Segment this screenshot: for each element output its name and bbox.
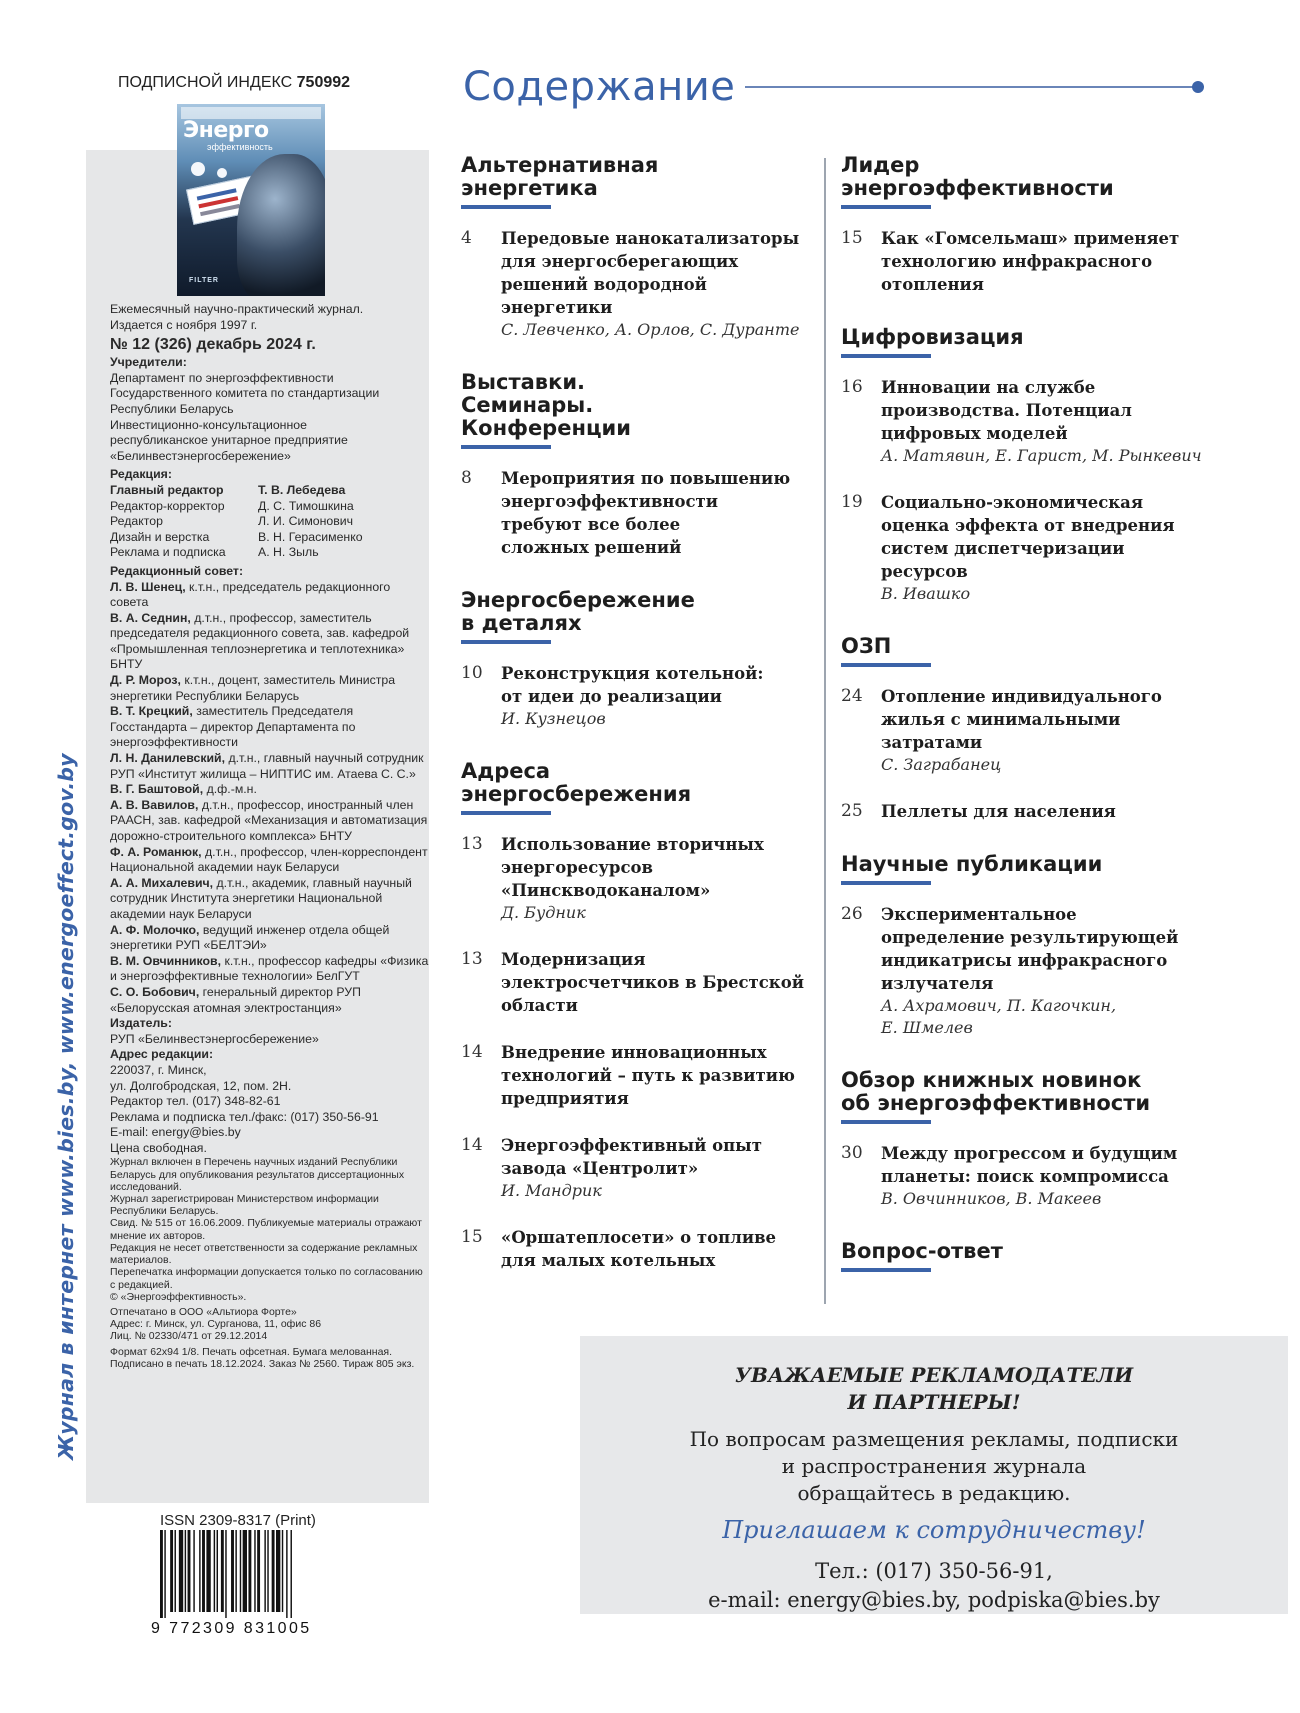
entry-body bbox=[501, 1041, 806, 1110]
toc-entry[interactable] bbox=[461, 1134, 806, 1202]
editorial-heading: Редакция: bbox=[110, 467, 172, 482]
intro-line-1: Ежемесячный научно-практический журнал. bbox=[110, 302, 364, 316]
barcode-digits: 9 772309 831005 bbox=[151, 1620, 312, 1637]
council-member-title: д.т.н., профессор, заместитель председателя редакционного совета, зав. кафедрой «Промышленная теплоэнергетика и теплотехника» БНТУ bbox=[110, 610, 410, 672]
page-number: 4 bbox=[461, 228, 472, 248]
article-authors: И. Кузнецов bbox=[501, 709, 606, 728]
staff-role: Редактор-корректор bbox=[110, 498, 225, 513]
page-number: 30 bbox=[841, 1143, 863, 1163]
entry-body bbox=[501, 948, 806, 1017]
founders-line-5: республиканское унитарное предприятие bbox=[110, 433, 348, 448]
article-authors: С. Левченко, А. Орлов, С. Дуранте bbox=[501, 320, 800, 339]
council-member-name: С. О. Бобович, bbox=[110, 984, 200, 999]
page-number: 26 bbox=[841, 904, 863, 924]
address-line: ул. Долгобродская, 12, пом. 2Н. bbox=[110, 1078, 292, 1093]
section-underline bbox=[461, 445, 551, 449]
article-title: Инновации на службе производства. Потенциал цифровых моделей bbox=[881, 378, 1132, 443]
toc-section bbox=[841, 853, 1211, 1039]
toc-left-column bbox=[461, 154, 806, 1302]
editor-phone: Редактор тел. (017) 348-82-61 bbox=[110, 1094, 281, 1109]
print-info: Лиц. № 02330/471 от 29.12.2014 bbox=[110, 1330, 268, 1343]
council-member-name: В. Т. Крецкий, bbox=[110, 704, 193, 719]
ad-heading: УВАЖАЕМЫЕ РЕКЛАМОДАТЕЛИ И ПАРТНЕРЫ! bbox=[734, 1363, 1134, 1414]
vertical-website-banner: Журнал в интернет www.bies.by, www.energoeffect.gov.by bbox=[54, 753, 78, 1460]
entry-body bbox=[881, 376, 1211, 467]
council-member bbox=[110, 798, 430, 845]
issn-label: ISSN 2309-8317 (Print) bbox=[160, 1512, 316, 1529]
founders-line-4: Инвестиционно-консультационное bbox=[110, 417, 307, 432]
council-member-name: А. Ф. Молочко, bbox=[110, 922, 200, 937]
article-authors: В. Овчинников, В. Макеев bbox=[881, 1189, 1102, 1208]
council-member-name: А. А. Михалевич, bbox=[110, 875, 214, 890]
toc-entry[interactable] bbox=[461, 833, 806, 924]
council-list bbox=[110, 580, 430, 1017]
council-member bbox=[110, 751, 430, 782]
note: Журнал зарегистрирован Министерством информации Республики Беларусь. bbox=[110, 1193, 379, 1218]
address-line: 220037, г. Минск, bbox=[110, 1062, 207, 1077]
publisher-heading: Издатель: bbox=[110, 1016, 172, 1031]
council-member-title: заместитель Председателя Госстандарта – директор Департамента по энергоэффективности bbox=[110, 704, 356, 750]
entry-body bbox=[501, 1134, 806, 1202]
staff-name: А. Н. Зыль bbox=[258, 545, 319, 560]
toc-section bbox=[841, 635, 1211, 823]
cover-subtitle: эффективность bbox=[207, 142, 273, 152]
toc-section bbox=[461, 371, 806, 559]
staff-name: Д. С. Тимошкина bbox=[258, 498, 354, 513]
toc-entry[interactable] bbox=[461, 467, 806, 559]
subscription-index bbox=[118, 74, 350, 92]
article-title: Использование вторичных энергоресурсов «Пинскводоканалом» bbox=[501, 835, 764, 900]
founders-line-6: «Белинвестэнергосбережение» bbox=[110, 448, 291, 463]
page-number: 15 bbox=[461, 1227, 483, 1247]
founders-line-2: Государственного комитета по стандартизации bbox=[110, 386, 380, 401]
toc-section bbox=[461, 154, 806, 341]
toc-section bbox=[461, 760, 806, 1272]
article-title: Экспериментальное определение результирующей индикатрисы инфракрасного излучателя bbox=[881, 905, 1179, 993]
toc-right-column bbox=[841, 154, 1211, 1302]
note: Редакция не несет ответственности за содержание рекламных материалов. bbox=[110, 1241, 418, 1267]
council-member bbox=[110, 704, 430, 751]
section-title: Альтернативная энергетика bbox=[461, 153, 659, 200]
section-underline bbox=[461, 811, 551, 815]
page-number: 14 bbox=[461, 1135, 483, 1155]
staff-name: В. Н. Герасименко bbox=[258, 529, 363, 544]
article-title: Энергоэффективный опыт завода «Центролит» bbox=[501, 1136, 762, 1178]
council-member-title: к.т.н., профессор кафедры «Физика и энергоэффективные технологии» БелГУТ bbox=[110, 953, 429, 984]
title-rule bbox=[745, 86, 1197, 88]
council-member bbox=[110, 580, 430, 611]
founders-line-3: Республики Беларусь bbox=[110, 401, 234, 416]
subscription-number: 750992 bbox=[296, 74, 351, 91]
print-format: Формат 62х94 1/8. Печать офсетная. Бумага мелованная. bbox=[110, 1345, 393, 1358]
council-member-title: д.т.н., профессор, член-корреспондент Национальной академии наук Беларуси bbox=[110, 844, 428, 875]
article-authors: И. Мандрик bbox=[501, 1181, 602, 1200]
toc-entry[interactable] bbox=[841, 1142, 1211, 1210]
print-info: Отпечатано в ООО «Альтиора Форте» bbox=[110, 1305, 297, 1318]
founders-line-1: Департамент по энергоэффективности bbox=[110, 370, 334, 385]
article-authors: В. Ивашко bbox=[881, 584, 971, 603]
subscription-label: ПОДПИСНОЙ ИНДЕКС bbox=[118, 74, 293, 91]
entry-body bbox=[881, 491, 1211, 605]
council-member-title: ведущий инженер отдела общей энергетики РУП «БЕЛТЭИ» bbox=[110, 922, 390, 953]
entry-body bbox=[881, 227, 1211, 296]
note: Свид. № 515 от 16.06.2009. Публикуемые материалы отражают мнение их авторов. bbox=[110, 1217, 422, 1242]
publisher-name: РУП «Белинвестэнергосбережение» bbox=[110, 1031, 319, 1046]
section-underline bbox=[461, 205, 551, 209]
entry-body bbox=[501, 467, 806, 559]
section-title: Обзор книжных новинок об энергоэффективности bbox=[841, 1068, 1151, 1115]
article-title: Как «Гомсельмаш» применяет технологию инфракрасного отопления bbox=[881, 229, 1180, 294]
section-title: Цифровизация bbox=[841, 325, 1024, 349]
entry-body bbox=[881, 903, 1211, 1039]
council-heading: Редакционный совет: bbox=[110, 563, 244, 578]
toc-entry[interactable] bbox=[841, 685, 1211, 776]
council-member-title: д.т.н., профессор, иностранный член РААСН, зав. кафедрой «Механизация и автоматизация дорожно-строительного комплекса» БНТУ bbox=[110, 797, 428, 843]
ads-phone: Реклама и подписка тел./факс: (017) 350-56-91 bbox=[110, 1109, 379, 1124]
council-member-name: В. Г. Баштовой, bbox=[110, 782, 204, 797]
founders-heading: Учредители: bbox=[110, 355, 187, 370]
page-title: Содержание bbox=[463, 64, 736, 110]
head-silhouette-icon bbox=[237, 154, 325, 296]
article-title: «Оршатеплосети» о топливе для малых котельных bbox=[501, 1228, 777, 1270]
section-title: Лидер энергоэффективности bbox=[841, 153, 1114, 200]
toc-entry[interactable] bbox=[841, 376, 1211, 467]
cover-title: Энерго bbox=[183, 118, 269, 143]
article-title: Внедрение инновационных технологий – путь к развитию предприятия bbox=[501, 1043, 795, 1108]
section-underline bbox=[841, 1268, 931, 1272]
article-title: Мероприятия по повышению энергоэффективности требуют все более сложных решений bbox=[501, 469, 791, 557]
entry-body bbox=[501, 833, 806, 924]
toc-entry[interactable] bbox=[841, 903, 1211, 1039]
article-authors: А. Матявин, Е. Гарист, М. Рынкевич bbox=[881, 446, 1202, 465]
staff-list bbox=[110, 483, 430, 561]
council-member-name: Ф. А. Романюк, bbox=[110, 844, 202, 859]
toc-section bbox=[841, 1069, 1211, 1210]
toc-section bbox=[461, 589, 806, 730]
title-dot-icon bbox=[1192, 81, 1204, 93]
email: E-mail: energy@bies.by bbox=[110, 1125, 241, 1140]
barcode-icon bbox=[158, 1530, 334, 1618]
council-member-title: к.т.н., доцент, заместитель Министра энергетики Республики Беларусь bbox=[110, 673, 396, 703]
section-title: Вопрос-ответ bbox=[841, 1239, 1003, 1263]
council-member bbox=[110, 954, 430, 985]
article-authors: С. Заграбанец bbox=[881, 755, 1002, 774]
staff-name: Т. В. Лебедева bbox=[258, 482, 346, 497]
section-title: ОЗП bbox=[841, 634, 892, 658]
print-info: Адрес: г. Минск, ул. Сурганова, 11, офис 86 bbox=[110, 1318, 322, 1331]
note: Перепечатка информации допускается только по согласованию с редакцией. bbox=[110, 1266, 423, 1291]
ad-contacts: Тел.: (017) 350-56-91, e-mail: energy@bies.by, podpiska@bies.by bbox=[708, 1559, 1160, 1612]
toc-entry[interactable] bbox=[461, 1226, 806, 1272]
page-number: 13 bbox=[461, 834, 483, 854]
staff-role: Дизайн и верстка bbox=[110, 529, 210, 544]
toc-section bbox=[841, 326, 1211, 605]
article-title: Реконструкция котельной: от идеи до реализации bbox=[501, 664, 764, 706]
page-number: 13 bbox=[461, 949, 483, 969]
advertising-box bbox=[580, 1336, 1288, 1614]
page-number: 10 bbox=[461, 663, 483, 683]
toc-section bbox=[841, 1240, 1211, 1272]
page-number: 14 bbox=[461, 1042, 483, 1062]
article-title: Отопление индивидуального жилья с минимальными затратами bbox=[881, 687, 1162, 752]
article-title: Социально-экономическая оценка эффекта от внедрения систем диспетчеризации ресурсов bbox=[881, 493, 1175, 581]
council-member bbox=[110, 673, 430, 704]
toc-section bbox=[841, 154, 1211, 296]
staff-role: Реклама и подписка bbox=[110, 545, 226, 560]
staff-role: Редактор bbox=[110, 514, 163, 529]
section-underline bbox=[841, 663, 931, 667]
entry-body bbox=[501, 662, 806, 730]
section-title: Научные публикации bbox=[841, 852, 1103, 876]
council-member-name: А. В. Вавилов, bbox=[110, 797, 199, 812]
article-authors: А. Ахрамович, П. Кагочкин, Е. Шмелев bbox=[881, 996, 1117, 1037]
staff-role: Главный редактор bbox=[110, 482, 224, 497]
page-number: 15 bbox=[841, 228, 863, 248]
page-number: 8 bbox=[461, 468, 472, 488]
cover-footer: FILTER bbox=[189, 277, 219, 284]
magazine-cover-image bbox=[177, 104, 325, 296]
entry-body bbox=[881, 685, 1211, 776]
council-member-title: д.т.н., академик, главный научный сотрудник Института энергетики Национальной академии наук Беларуси bbox=[110, 875, 412, 921]
council-member-title: д.т.н., главный научный сотрудник РУП «Институт жилища – НИПТИС им. Атаева С. С.» bbox=[110, 751, 424, 781]
article-title: Модернизация электросчетчиков в Брестской области bbox=[501, 950, 804, 1015]
article-authors: Д. Будник bbox=[501, 903, 586, 922]
entry-body bbox=[501, 1226, 806, 1272]
section-title: Адреса энергосбережения bbox=[461, 759, 692, 806]
article-title: Между прогрессом и будущим планеты: поиск компромисса bbox=[881, 1144, 1178, 1186]
council-member-name: Л. Н. Данилевский, bbox=[110, 751, 226, 766]
council-member-name: В. М. Овчинников, bbox=[110, 953, 222, 968]
council-member bbox=[110, 845, 430, 876]
intro-line-2: Издается с ноября 1997 г. bbox=[110, 317, 258, 332]
page-number: 19 bbox=[841, 492, 863, 512]
council-member-name: Д. Р. Мороз, bbox=[110, 673, 181, 688]
council-member bbox=[110, 985, 430, 1016]
section-underline bbox=[841, 354, 931, 358]
page-number: 25 bbox=[841, 801, 863, 821]
toc-entry[interactable] bbox=[841, 491, 1211, 605]
council-member-name: Л. В. Шенец, bbox=[110, 579, 186, 594]
entry-body bbox=[881, 800, 1211, 823]
entry-body bbox=[881, 1142, 1211, 1210]
council-member bbox=[110, 611, 430, 673]
section-underline bbox=[461, 640, 551, 644]
masthead-text bbox=[110, 302, 430, 1370]
staff-name: Л. И. Симонович bbox=[258, 514, 354, 529]
council-member-title: к.т.н., председатель редакционного совета bbox=[110, 579, 391, 610]
price: Цена свободная. bbox=[110, 1140, 207, 1155]
toc-entry[interactable] bbox=[461, 662, 806, 730]
section-title: Энергосбережение в деталях bbox=[461, 588, 695, 635]
note: © «Энергоэффективность». bbox=[110, 1290, 247, 1303]
council-member bbox=[110, 923, 430, 954]
council-member-title: д.ф.-м.н. bbox=[206, 782, 257, 797]
section-underline bbox=[841, 205, 931, 209]
entry-body bbox=[501, 227, 806, 341]
section-underline bbox=[841, 1120, 931, 1124]
section-title: Выставки. Семинары. Конференции bbox=[461, 370, 631, 440]
council-member bbox=[110, 782, 430, 798]
toc-entry[interactable] bbox=[461, 1041, 806, 1110]
council-member-title: генеральный директор РУП «Белорусская атомная электростанция» bbox=[110, 984, 361, 1015]
page-number: 16 bbox=[841, 377, 863, 397]
toc-entry[interactable] bbox=[461, 948, 806, 1017]
ad-text: По вопросам размещения рекламы, подписки и распространения журнала обращайтесь в редакцию. bbox=[689, 1427, 1179, 1505]
article-title: Пеллеты для населения bbox=[881, 802, 1116, 821]
council-member bbox=[110, 876, 430, 923]
council-member-name: В. А. Седнин, bbox=[110, 610, 191, 625]
article-title: Передовые нанокатализаторы для энергосберегающих решений водородной энергетики bbox=[501, 229, 800, 317]
ad-invite: Приглашаем к сотрудничеству! bbox=[722, 1516, 1146, 1544]
address-heading: Адрес редакции: bbox=[110, 1047, 214, 1062]
page-number: 24 bbox=[841, 686, 863, 706]
toc-entry[interactable] bbox=[461, 227, 806, 341]
note: Журнал включен в Перечень научных изданий Республики Беларусь для опубликования результатов диссертационных исследований. bbox=[110, 1156, 405, 1193]
toc-entry[interactable] bbox=[841, 227, 1211, 296]
ornament-icon bbox=[191, 162, 205, 176]
issue-number: № 12 (326) декабрь 2024 г. bbox=[110, 336, 316, 354]
column-divider bbox=[824, 158, 826, 1304]
print-format: Подписано в печать 18.12.2024. Заказ № 2560. Тираж 805 экз. bbox=[110, 1357, 415, 1370]
section-underline bbox=[841, 881, 931, 885]
toc-entry[interactable] bbox=[841, 800, 1211, 823]
